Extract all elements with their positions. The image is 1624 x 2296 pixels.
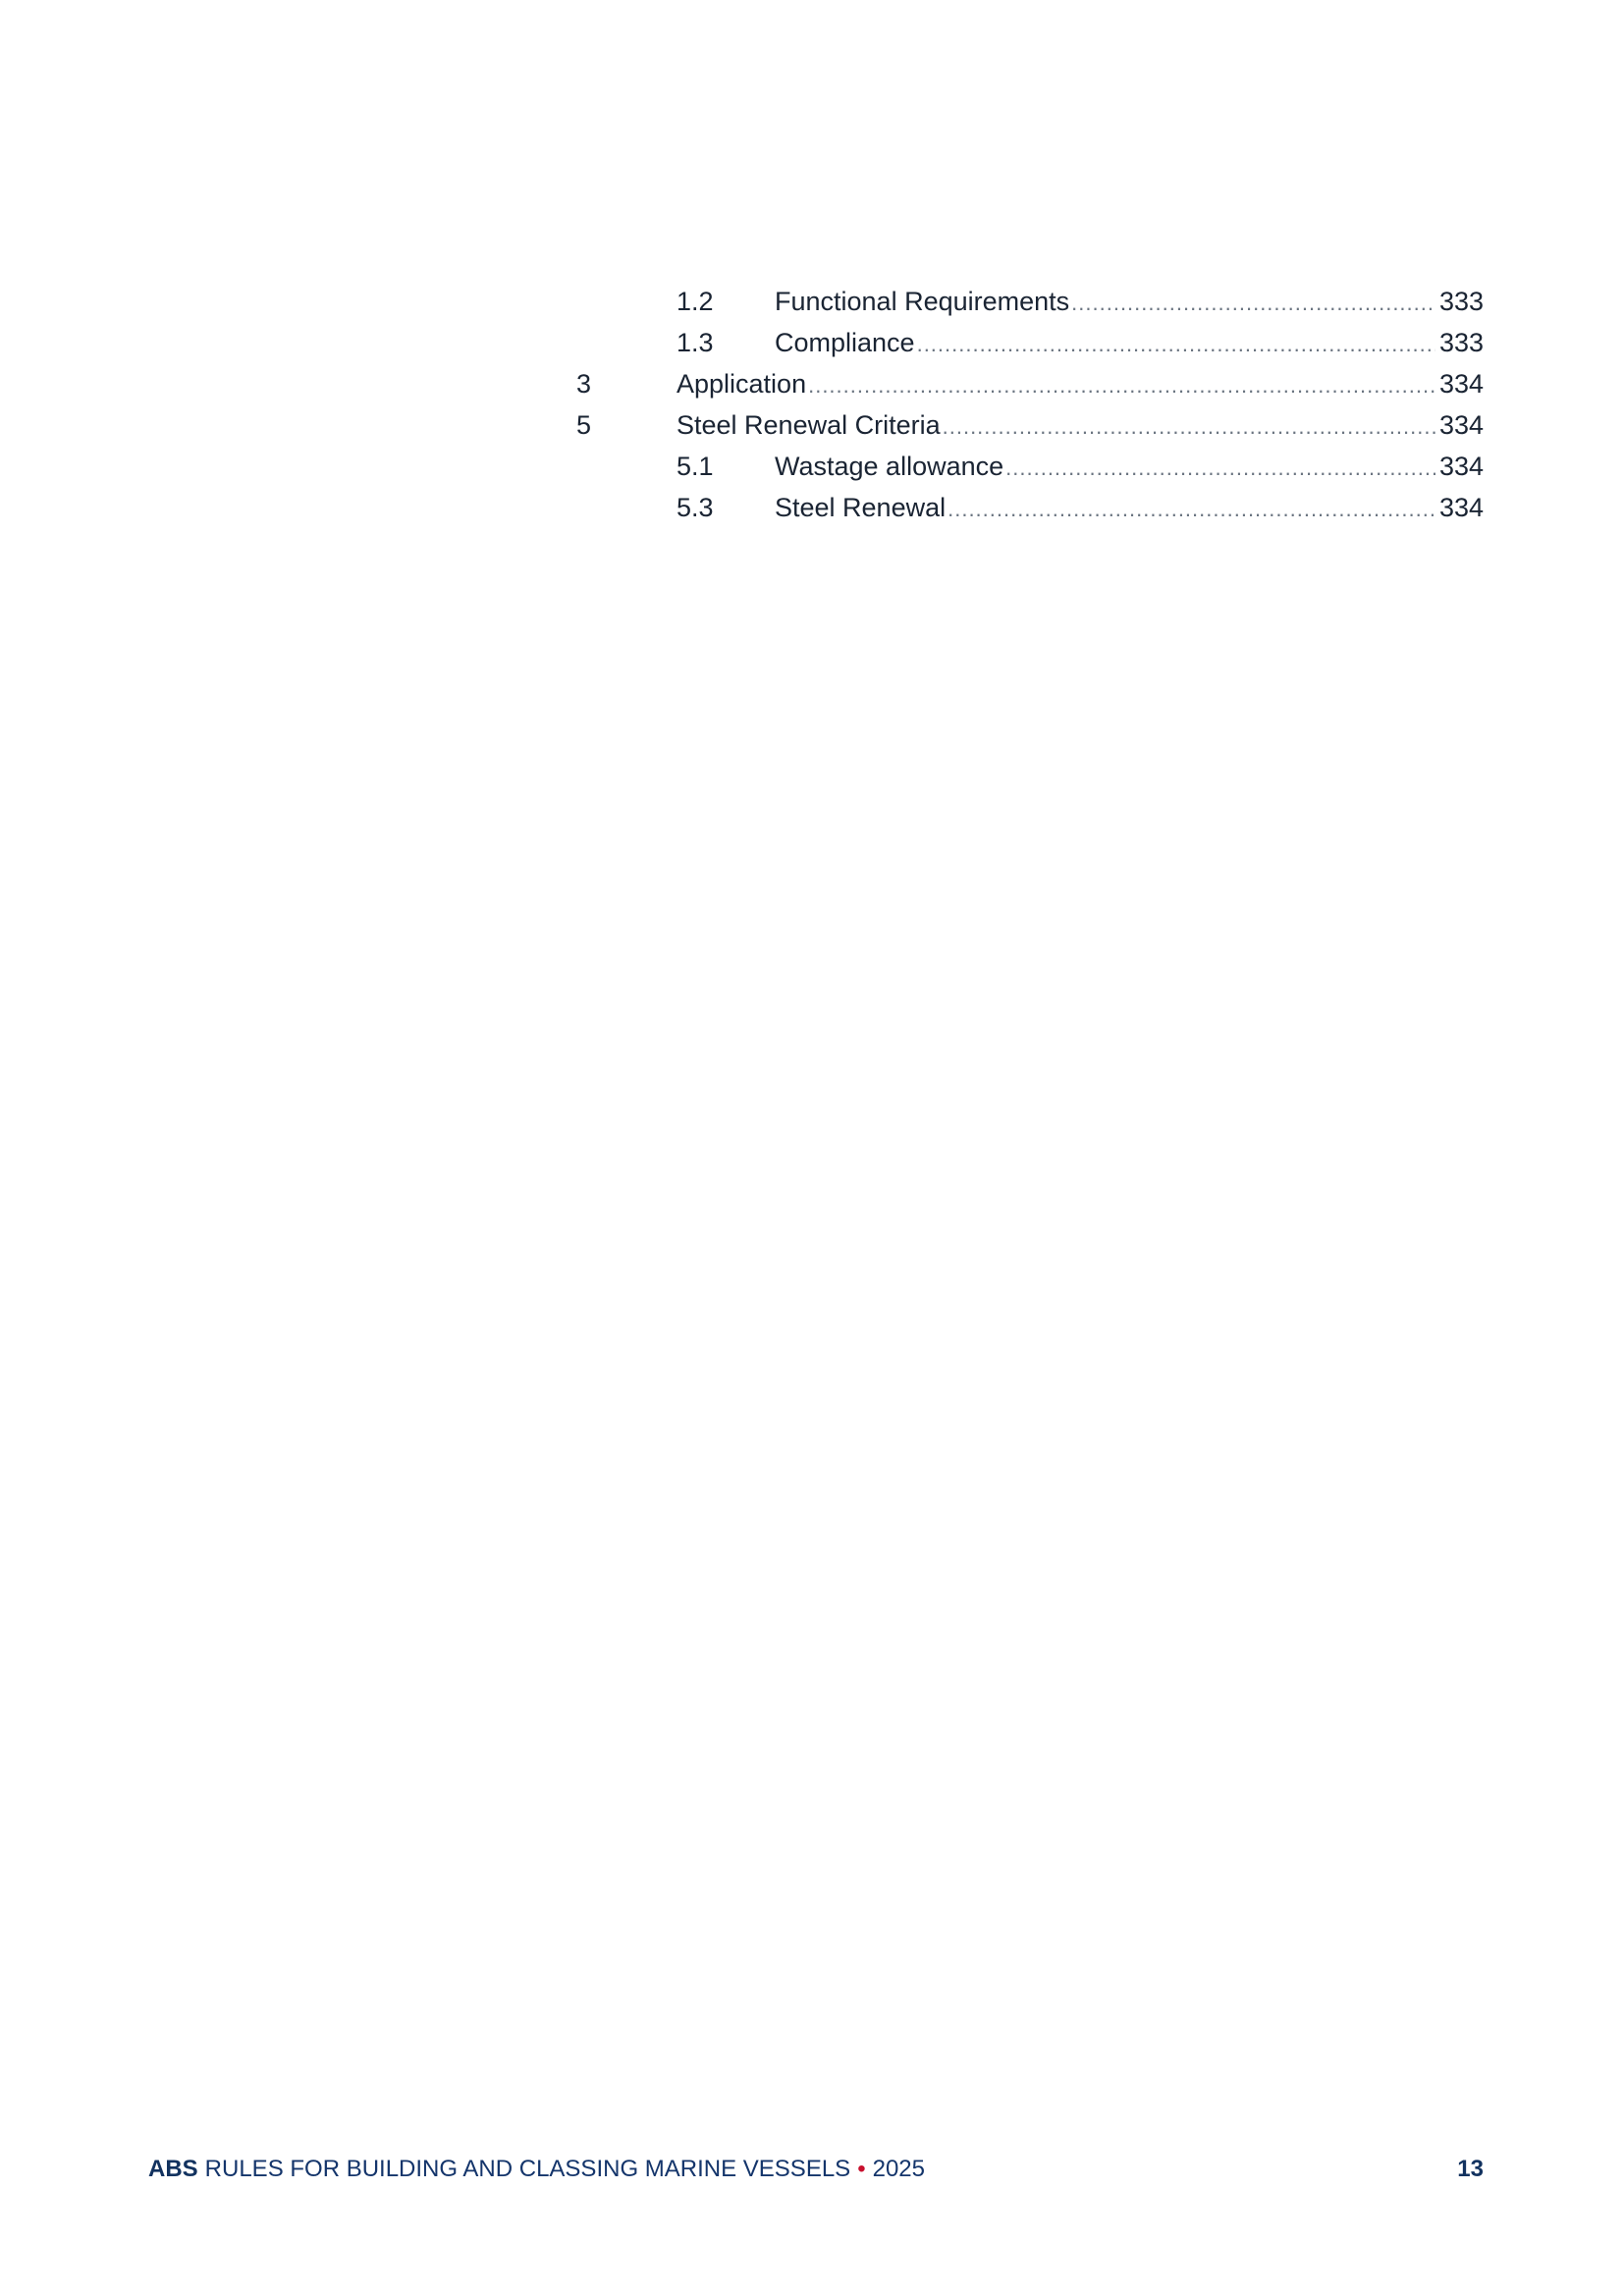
toc-entry-number: 5.1: [677, 452, 714, 481]
toc-entry[interactable]: [677, 323, 1484, 362]
toc-entry-title: Wastage allowance: [775, 452, 1004, 481]
bullet-separator: •: [857, 2156, 866, 2182]
toc-leader-dots: [1005, 449, 1435, 488]
toc-entry-number: 5: [576, 410, 592, 440]
toc-entry-title: Steel Renewal Criteria: [677, 410, 941, 440]
toc-entry-page: 333: [1438, 287, 1484, 316]
toc-entry-page: 333: [1438, 328, 1484, 357]
toc-entry[interactable]: [677, 282, 1484, 321]
toc-leader-dots: [943, 407, 1435, 447]
toc-entry-page: 334: [1438, 452, 1484, 481]
toc-entry-title: Application: [677, 369, 807, 399]
toc-leader-dots: [917, 325, 1435, 364]
toc-entry[interactable]: [576, 405, 1484, 445]
toc-entry-page: 334: [1438, 369, 1484, 399]
toc-entry-number: 1.2: [677, 287, 714, 316]
toc-leader-dots: [1071, 284, 1435, 323]
toc-leader-dots: [808, 366, 1435, 405]
toc-entry-number: 5.3: [677, 493, 714, 522]
page-number: 13: [1457, 2156, 1484, 2182]
document-title: RULES FOR BUILDING AND CLASSING MARINE VESSELS: [204, 2156, 851, 2182]
toc-entry-number: 1.3: [677, 328, 714, 357]
footer-document-title: [148, 2156, 925, 2183]
toc-entry-title: Compliance: [775, 328, 915, 357]
toc-entry-title: Steel Renewal: [775, 493, 947, 522]
toc-leader-dots: [947, 490, 1435, 529]
toc-entry-number: 3: [576, 369, 592, 399]
brand-name: ABS: [148, 2156, 198, 2182]
toc-entry[interactable]: [677, 447, 1484, 486]
page-footer: [148, 2153, 1484, 2186]
toc-entry-page: 334: [1438, 493, 1484, 522]
toc-entry[interactable]: [576, 364, 1484, 403]
toc-entry[interactable]: [677, 488, 1484, 527]
toc-entry-title: Functional Requirements: [775, 287, 1070, 316]
toc-entry-page: 334: [1438, 410, 1484, 440]
document-year: 2025: [872, 2156, 925, 2182]
